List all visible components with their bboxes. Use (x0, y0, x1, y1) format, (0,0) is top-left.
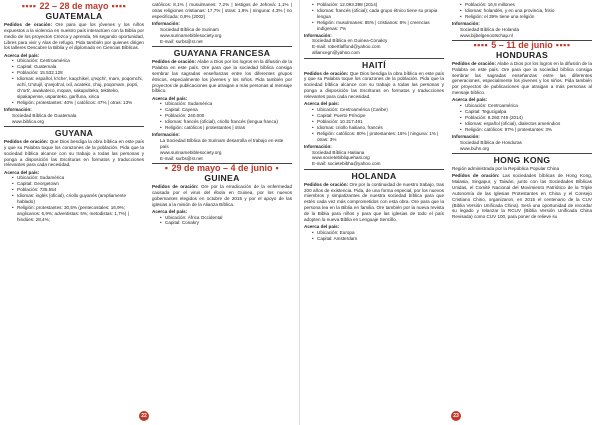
date-banner-2: ▪ 29 de mayo – 4 de junio ▪ (164, 163, 280, 174)
column-3 (304, 2, 444, 409)
fact-item: • Población: 12.093.398 (2014) (312, 2, 444, 8)
fact-item: • Religión: católicos: 80% | protestantes: 16% | ninguna: 1% | otras: 3% (312, 131, 444, 143)
column-1 (4, 2, 144, 409)
fact-item: • Ubicación: Sudamérica (160, 101, 292, 107)
info-label-guayana: Información: (152, 132, 180, 137)
info-email[interactable]: E-mail: surbs@sr.net (160, 155, 203, 161)
fact-item: • Población: 10.317.461 (312, 119, 444, 125)
prayer-paragraph-honduras: Pedidos de oración: Alabe a Dios por los logros en la difusión de la Palabra en este país. Ore para que la sociedad bíblica consiga sembrar las sagradas enseñanzas entre las diferentes generaciones, especialmente los jóvenes y los niños. Pida también por proyectos de publicaciones que atraigan a más personas al mensaje bíblico. (452, 60, 592, 96)
divider (304, 169, 444, 170)
divider (152, 46, 292, 47)
fact-item: • Idiomas: criollo haitiano, francés (312, 125, 444, 131)
prayer-paragraph-guyana: Pedidos de oración: Que Dios bendiga la obra bíblica en este país y que su Palabra toque los corazones de la población. Pida que la sociedad bíblica alcance con su trabajo a todas las personas y ponga a disposición las Escrituras en formatos y traducciones relevantes para cada necesidad. (4, 138, 144, 168)
country-title-haiti: HAITÍ (362, 59, 386, 70)
country-title-hong-kong: HONG KONG (493, 155, 551, 166)
fact-item: • Religión: protestantes: 40% | católicos: 47% | otras: 13% (12, 100, 144, 106)
fact-item: • Religión: católicos | protestantes | otras (160, 125, 292, 131)
info-label-guinea: Información: (304, 32, 332, 38)
info-web-link[interactable]: www.bijbelgenootschap.nl (460, 32, 513, 38)
prayer-paragraph-hong-kong: Pedidos de oración: Las sociedades bíblicas de Hong Kong, Malasia, Singapur, y Taiwán, junto con las Sociedades Bíblicas Unidas, el Comité Nacional del Movimiento Patriótico de la Triple Autonomía de las Iglesias Protestantes en China y el Consejo Cristiano Chino, organizaron, en 2015 el centenario de la CUV (Biblia Versión Unificada China). Será una oportunidad de recordar su legado y relanzar la RCUV (Biblia Versión Unificada China Revisada) como CUV 100, para poner de relieve su (452, 173, 592, 220)
country-title-guatemala: GUATEMALA (45, 10, 103, 21)
fact-item: • Capital: Puerto Príncipe (312, 113, 444, 119)
facts-list-haiti (304, 107, 444, 142)
country-title-guayana-francesa: GUAYANA FRANCESA (173, 48, 271, 59)
info-email[interactable]: E-mail: societebibha@yahoo.com (312, 161, 381, 167)
facts-list-guinea (152, 215, 292, 227)
about-label-haiti: Acerca del país: (304, 101, 340, 107)
country-title-holanda: HOLANDA (351, 170, 397, 181)
info-web-link[interactable]: www.surinamebiblesociety.org (160, 32, 222, 38)
info-block-honduras (460, 140, 592, 152)
fact-item: • Capital: Cayena (160, 107, 292, 113)
info-org: Sociedad Bíblica Haitiana (312, 149, 365, 155)
prayer-paragraph-guatemala: Pedidos de oración: Ore para que los jóvenes y los niños expuestos a la violencia en nuestro país interactúen con la Biblia por medio de los proyectos Crezca y aprenda, Mi segundo oportunidad, Libres para vivir y Alas de refugio. Pida también por quienes dirigen los talleres Descubre la Biblia y el diplomado en Ciencias Bíblicas. (4, 21, 144, 51)
info-block-haiti (312, 150, 444, 168)
fact-item: • Idiomas: español, k'iche', kaqchikel, q'eqchi', mam, poqomchi, achí, tz'utujil, q'anjob'al, ixil, acateko, chuj, poqomam, popti, ch'orti', awakateco, mopan, sakapulteko, tektiteko, sipakapense, uspanteko, garífuna, xinca (12, 76, 144, 100)
intro-hong-kong: Región administrada por la República Popular China (452, 165, 559, 171)
about-label-guinea: Acerca del país: (152, 208, 188, 214)
page-number-left: 22 (139, 411, 149, 421)
info-web-link[interactable]: www.buhn.org (460, 145, 490, 151)
fact-item: • Ubicación: Sudamérica (12, 175, 144, 181)
fact-item: • Capital: Tegucigalpa (460, 109, 592, 115)
fact-item: • Ubicación: Centroamérica (460, 103, 592, 109)
facts-list-guatemala (4, 58, 144, 105)
date-banner-3: ▪▪▪▪ 5 – 11 de junio ▪▪▪▪ (473, 39, 571, 50)
info-email[interactable]: alliancegn@yahoo.com (312, 50, 360, 56)
fact-item: • Población: 8.260.749 (2014) (460, 115, 592, 121)
fact-item: • Ubicación: Europa (312, 230, 444, 236)
page-number-right: 23 (451, 411, 461, 421)
facts-list-holanda-continued (452, 2, 592, 20)
info-web-link[interactable]: www.biblica.org (12, 118, 44, 124)
info-label-haiti: Información: (304, 143, 332, 149)
divider (452, 153, 592, 154)
info-email[interactable]: E-mail: robertlaffond@yahoo.com (312, 44, 381, 50)
info-block-suriname (160, 27, 292, 45)
info-label-honduras: Información: (452, 133, 480, 139)
prayer-paragraph-guayana: Pedidos de oración: Alabe a Dios por los logros en la difusión de la Palabra en este país. Ore para que la sociedad bíblica consiga sembrar las sagradas enseñanzas entre los diferentes grupos étnicos, especialmente los jóvenes y los niños. Pida también por proyectos de publicaciones que atraigan a más personas al mensaje bíblico. (152, 58, 292, 94)
about-label-guyana: Acerca del país: (4, 169, 40, 175)
prayer-paragraph-holanda: Pedidos de oración: Ore por la continuidad de nuestro trabajo, tras 200 años de existencia. Pida, de una forma especial, por los nuevos miembros y simpatizantes de nuestra sociedad bíblica para que estén cada vez más comprometidos con esta obra. Ore para que la persona lea en la Biblia en familia. Ore también por la nueva revista de la Biblia para niños y para que las iglesias de todo el país adopten la nueva Biblia en Lenguaje Sencillo. (304, 181, 444, 223)
info-org: Sociedad Bíblica de Guatemala (12, 112, 77, 118)
facts-list-guyana (4, 175, 144, 222)
info-block-guinea (312, 38, 444, 56)
divider (4, 126, 144, 127)
about-label-guatemala: Acerca del país: (4, 52, 40, 58)
info-label-holanda: Información: (452, 20, 480, 26)
info-org: Sociedad Bíblica en Guinea-Conakry (312, 38, 388, 44)
fact-item: • Ubicación: Centroamérica (12, 58, 144, 64)
fact-item: • Ubicación: Centroamérica (Caribe) (312, 107, 444, 113)
fact-item: • Población: 16,8 millones (460, 2, 592, 8)
info-label-suriname: Información: (152, 20, 180, 26)
divider (304, 58, 444, 59)
info-org: Sociedad Bíblica de Surinam (160, 26, 219, 32)
info-block-guayana (160, 138, 292, 162)
country-title-guyana: GUYANA (54, 127, 94, 138)
about-label-holanda: Acerca del país: (304, 224, 340, 230)
column-4 (452, 2, 592, 409)
country-title-honduras: HONDURAS (495, 49, 549, 60)
info-web-link[interactable]: www.societebibliquehaiti.org (312, 155, 370, 161)
facts-list-guayana (152, 101, 292, 131)
info-org: Sociedad Bíblica de Honduras (460, 139, 522, 145)
prayer-paragraph-haiti: Pedidos de oración: Que Dios bendiga la obra bíblica en este país y que su Palabra toque los corazones de la población. Pida que la sociedad bíblica alcance con su trabajo a todas las personas y ponga a disposición las Escrituras en formatos y traducciones relevantes para cada necesidad. (304, 70, 444, 100)
fact-item: • Población: 240.000 (160, 113, 292, 119)
fact-item: • Capital: Amsterdam (312, 236, 444, 242)
fact-item: • Población: 735.554 (12, 187, 144, 193)
info-web-link[interactable]: www.surinamebiblesociety.org (160, 149, 222, 155)
prayer-paragraph-guinea: Pedidos de oración: Ore por la erradicación de la enfermedad causada por el virus del ébola en Guinea, por los nuevos gobernantes elegidos en octubre de 2015 y por el apoyo de las iglesias a la misión de la Alianza Bíblica. (152, 183, 292, 207)
fact-item: • Idiomas: español (oficial), dialectos amerindios (460, 121, 592, 127)
fact-item: • Idiomas: francés (oficial); cada grupo étnico tiene su propia lengua (312, 8, 444, 20)
facts-list-holanda (304, 230, 444, 242)
fact-item: • Ubicación: África Occidental (160, 215, 292, 221)
facts-list-honduras (452, 103, 592, 133)
column-2 (152, 2, 292, 409)
facts-list-guinea-continued (304, 2, 444, 32)
info-block-guatemala (12, 113, 144, 125)
fact-item: • Religión: musulmanes: 85% | cristianos: 8% | creencias indígenas: 7% (312, 20, 444, 32)
date-banner-1: ▪▪▪▪ 22 – 28 de mayo ▪▪▪▪ (21, 2, 127, 11)
about-label-guayana: Acerca del país: (152, 95, 188, 101)
fact-item: • Capital: Guatemala (12, 64, 144, 70)
fact-item: • Capital: Conakry (160, 220, 292, 226)
fact-item: • Población: 15.532.128 (12, 70, 144, 76)
info-label-guatemala: Información: (4, 106, 32, 112)
info-org: Sociedad Bíblica de Holanda (460, 26, 519, 32)
fact-item: • Idiomas: inglés (oficial), criollo guyanés (ampliamente hablado) (12, 193, 144, 205)
about-label-honduras: Acerca del país: (452, 97, 488, 103)
fact-item: • Religión: protestantes: 30,5% (pentecostales: 16,9%; anglicanos: 6,9%; adventistas: 5%; metodistas: 1,7%) | hindúes: 28,4%; (12, 205, 144, 223)
continued-text: católicos: 8,1% | musulmanes: 7,2% | testigos de Jehová: 1,1% | otras religiones cristianas: 17,7% | otras: 1,9% | ninguna: 4,3% | no especificada: 0,9% (2002) (152, 2, 292, 19)
info-text: La Sociedad Bíblica de Surinam desarrolla el trabajo en este país (160, 137, 284, 149)
fact-item: • Religión: el 39% tiene una religión (460, 14, 592, 20)
right-page (300, 0, 600, 425)
fact-item: • Idiomas: holandés, y en una provincia, frisio (460, 8, 592, 14)
info-block-holanda (460, 27, 592, 39)
info-email[interactable]: E-mail: surbs@sr.net (160, 38, 203, 44)
fact-item: • Capital: Georgetown (12, 181, 144, 187)
country-title-guinea: GUINEA (204, 172, 240, 183)
fact-item: • Religión: católicos: 97% | protestantes: 3% (460, 127, 592, 133)
fact-item: • Idiomas: francés (oficial), criollo francés (lengua franca) (160, 119, 292, 125)
